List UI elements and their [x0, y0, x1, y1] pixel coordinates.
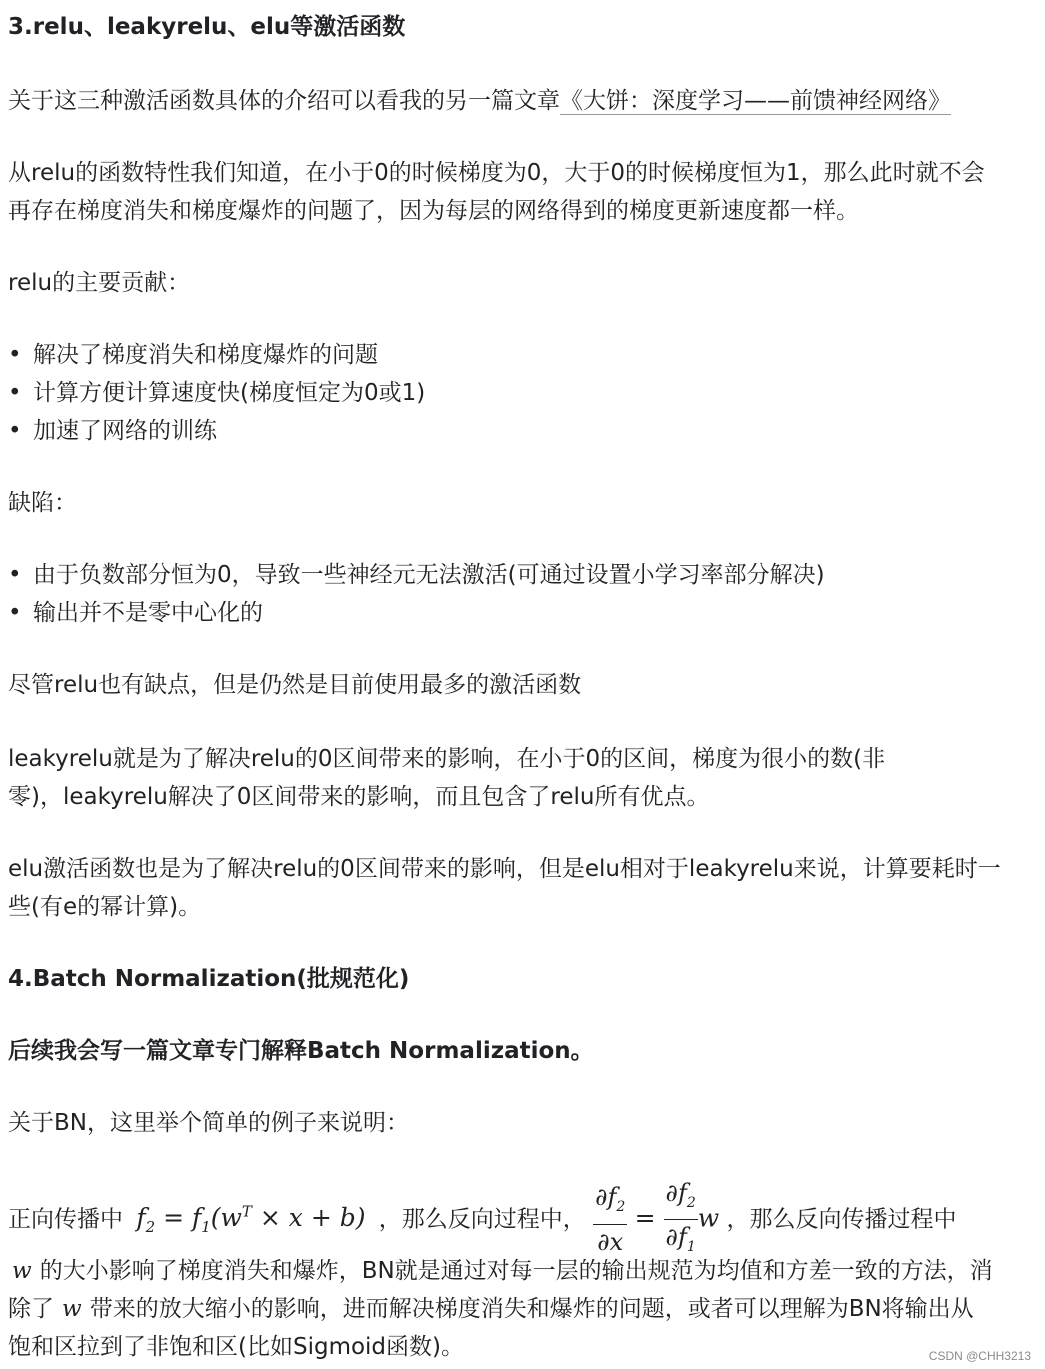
article-link[interactable]: 《大饼：深度学习——前馈神经网络》 [560, 88, 951, 114]
intro-text: 关于这三种激活函数具体的介绍可以看我的另一篇文章 [8, 88, 560, 114]
elu-paragraph-line1: elu激活函数也是为了解决relu的0区间带来的影响，但是elu相对于leakyrelu来说，计算要耗时一 [8, 856, 1001, 882]
last-text-2b: 带来的放大缩小的影响，进而解决梯度消失和爆炸的问题，或者可以理解为BN将输出从 [89, 1296, 974, 1322]
partial-fraction-left: $\frac{\partial f_2}{\partial x}$ [593, 1180, 627, 1259]
list-item-text: 解决了梯度消失和梯度爆炸的问题 [33, 342, 378, 368]
list-item [8, 594, 263, 632]
bullet-icon: • [8, 342, 22, 368]
watermark: CSDN @CHH3213 [928, 1349, 1031, 1363]
leaky-paragraph-line1: leakyrelu就是为了解决relu的0区间带来的影响，在小于0的区间，梯度为很小的数(非 [8, 746, 886, 772]
partial-fraction-right: $\frac{\partial f_2}{\partial f_1}$ [664, 1176, 698, 1265]
list-item [8, 336, 378, 374]
list-item [8, 556, 825, 594]
still-paragraph: 尽管relu也有缺点，但是仍然是目前使用最多的激活函数 [8, 672, 582, 698]
list-item [8, 412, 217, 450]
intro-paragraph [8, 82, 951, 120]
list-item-text: 由于负数部分恒为0，导致一些神经元无法激活(可通过设置小学习率部分解决) [33, 562, 825, 588]
defect-title: 缺陷： [8, 490, 77, 516]
contrib-title: relu的主要贡献： [8, 270, 191, 296]
list-item-text: 计算方便计算速度快(梯度恒定为0或1) [33, 380, 426, 406]
bn-note: 后续我会写一篇文章专门解释Batch Normalization。 [8, 1038, 594, 1064]
last-paragraph-line3: 饱和区拉到了非饱和区(比如Sigmoid函数)。 [8, 1334, 465, 1360]
bullet-icon: • [8, 418, 22, 444]
leaky-paragraph-line2: 零)，leakyrelu解决了0区间带来的影响，而且包含了relu所有优点。 [8, 784, 710, 810]
section-heading-3: 3.relu、leakyrelu、elu等激活函数 [8, 14, 406, 40]
list-item [8, 374, 425, 412]
last-text-1: 的大小影响了梯度消失和爆炸，BN就是通过对每一层的输出规范为均值和方差一致的方法，消 [39, 1258, 993, 1284]
weight-symbol: w [697, 1203, 720, 1233]
list-item-text: 加速了网络的训练 [33, 418, 217, 444]
formula-suffix: ，那么反向传播过程中 [726, 1206, 957, 1233]
elu-paragraph-line2: 些(有e的幂计算)。 [8, 894, 202, 920]
last-text-2a: 除了 [8, 1296, 54, 1322]
last-paragraph-line1 [8, 1252, 993, 1290]
last-paragraph-line2 [8, 1290, 974, 1328]
bullet-icon: • [8, 562, 22, 588]
weight-symbol: w [12, 1258, 32, 1284]
formula-prefix: 正向传播中 [8, 1206, 123, 1233]
section-heading-4: 4.Batch Normalization(批规范化) [8, 966, 410, 992]
relu-paragraph-line2: 再存在梯度消失和梯度爆炸的问题了，因为每层的网络得到的梯度更新速度都一样。 [8, 198, 859, 224]
formula-line [8, 1172, 957, 1257]
forward-formula: $f_2 = f_1(w^T \times x + b)$ [136, 1203, 366, 1237]
bullet-icon: • [8, 380, 22, 406]
bullet-icon: • [8, 600, 22, 626]
weight-symbol: w [62, 1296, 82, 1322]
equals-sign: = [634, 1203, 664, 1233]
bn-intro: 关于BN，这里举个简单的例子来说明： [8, 1110, 409, 1136]
formula-mid: ，那么反向过程中， [378, 1206, 586, 1233]
list-item-text: 输出并不是零中心化的 [33, 600, 263, 626]
relu-paragraph-line1: 从relu的函数特性我们知道，在小于0的时候梯度为0，大于0的时候梯度恒为1，那么此时就不会 [8, 160, 985, 186]
